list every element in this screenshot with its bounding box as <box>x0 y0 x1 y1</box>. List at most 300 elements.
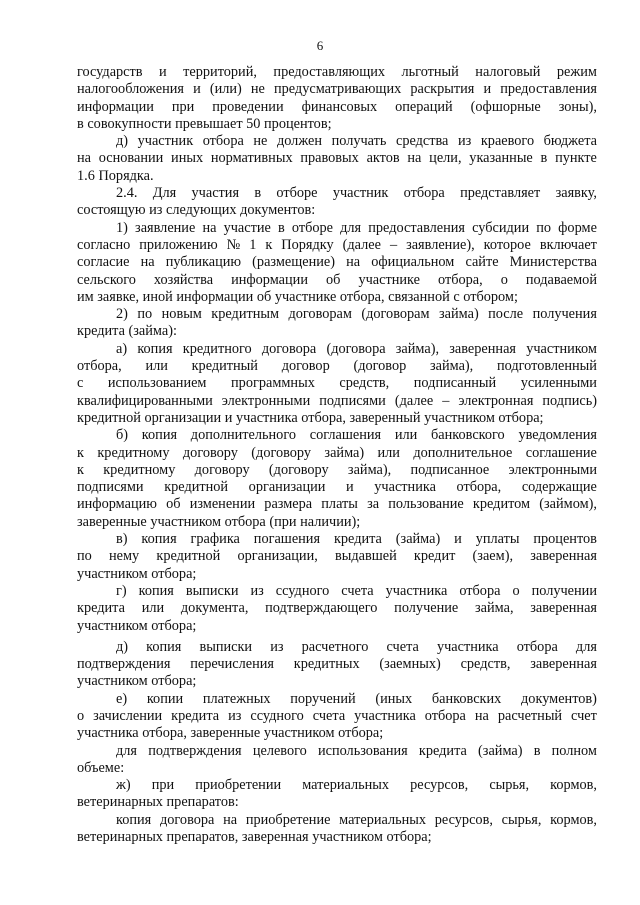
word: целевого <box>252 742 307 759</box>
word: копии <box>146 690 184 707</box>
text-line <box>77 81 597 98</box>
word: перечисления <box>190 656 274 673</box>
word: (заемных) <box>379 656 441 673</box>
word: государств <box>77 64 143 80</box>
text-line <box>77 341 597 358</box>
text-line <box>77 306 597 323</box>
word: заверенная <box>530 548 597 565</box>
word: информации <box>77 98 154 115</box>
word: б) <box>116 427 129 444</box>
word: предусматривающих <box>273 81 402 98</box>
word: платежных <box>202 690 271 707</box>
word: банковского <box>431 427 505 444</box>
word: об <box>326 271 341 288</box>
word: выписки <box>185 582 239 599</box>
word: материальных <box>302 777 390 794</box>
word: копия <box>141 531 177 548</box>
word: участник <box>332 185 389 202</box>
word: налоговый <box>475 64 541 80</box>
word: и <box>346 479 354 496</box>
word: предоставляющих <box>273 64 386 80</box>
word: включает <box>539 236 597 253</box>
word: при <box>171 98 195 115</box>
word: не <box>250 81 265 98</box>
word: займа) <box>439 306 479 323</box>
word: подписями <box>77 479 144 496</box>
word: не <box>253 133 268 150</box>
word: кормов, <box>550 811 597 828</box>
text-line <box>77 237 597 254</box>
text-line <box>77 427 597 444</box>
word: о <box>77 707 85 724</box>
word: о <box>512 582 520 599</box>
word: налогообложения <box>77 81 184 98</box>
word: (или) <box>209 81 242 98</box>
word: д) <box>116 133 129 150</box>
word: документа, <box>180 600 249 617</box>
text-line <box>77 639 597 656</box>
word: договора <box>261 340 317 357</box>
word: приложению <box>139 236 218 253</box>
text-line: кредитной организации и участника отбора, заверенный участником отбора; <box>77 409 544 426</box>
word: расчетного <box>301 638 369 655</box>
word: правовых <box>300 150 359 167</box>
word: графика <box>190 531 240 548</box>
text-line <box>77 133 597 150</box>
text-line <box>77 583 597 600</box>
word: предоставления <box>500 81 597 98</box>
word: соглашение <box>525 444 597 461</box>
text-line <box>77 548 597 565</box>
word: операций <box>395 98 453 115</box>
paragraph <box>77 133 597 185</box>
word: (размещение) <box>252 254 336 271</box>
word: заявление <box>135 219 196 236</box>
text-line: участником отбора; <box>77 617 197 634</box>
word: подготовленный <box>497 358 597 375</box>
word: сайте <box>465 254 499 271</box>
text-line <box>77 150 597 167</box>
word: на <box>223 811 238 828</box>
document-body <box>77 64 597 846</box>
word: кредитной <box>156 548 221 565</box>
word: средств, <box>460 656 511 673</box>
word: участник <box>137 133 194 150</box>
word: (далее <box>342 236 381 253</box>
word: кредитный <box>191 358 258 375</box>
word: предоставления <box>368 219 466 236</box>
word: (договора <box>326 340 386 357</box>
word: указанные <box>469 150 533 167</box>
word: иных <box>171 150 204 167</box>
text-line <box>77 358 597 375</box>
text-line <box>77 99 597 116</box>
word: хозяйства <box>153 271 214 288</box>
text-line: участником отбора; <box>77 673 197 690</box>
word: уведомления <box>518 427 597 444</box>
word: счета <box>312 707 346 724</box>
word: отбора, <box>437 271 483 288</box>
word: отбора <box>516 638 558 655</box>
word: а) <box>116 340 128 357</box>
word: электронными <box>221 392 311 409</box>
text-line: заверенные участником отбора (при наличии); <box>77 513 361 530</box>
word: согласно <box>77 236 131 253</box>
word: кредитным <box>211 306 280 323</box>
word: участника <box>385 582 448 599</box>
word: е) <box>116 690 128 707</box>
word: краевого <box>480 133 535 150</box>
word: по <box>77 548 92 565</box>
word: (иных <box>375 690 413 707</box>
word: поручений <box>290 690 356 707</box>
word: актов <box>366 150 400 167</box>
word: – <box>389 236 398 253</box>
word: средства <box>395 133 449 150</box>
word: подпись) <box>542 392 597 409</box>
word: получения <box>532 306 597 323</box>
word: с <box>77 375 84 392</box>
word: счета <box>386 638 419 655</box>
word: из <box>457 133 472 150</box>
text-line: в совокупности превышает 50 процентов; <box>77 115 332 132</box>
word: из <box>228 707 242 724</box>
word: копия <box>137 340 173 357</box>
word: соглашения <box>309 427 382 444</box>
text-line: ветеринарных препаратов, заверенная участником отбора; <box>77 829 432 846</box>
word: зоны), <box>558 98 597 115</box>
word: счет <box>571 707 597 724</box>
word: займа, <box>475 600 514 617</box>
word: на <box>346 254 361 271</box>
paragraph <box>77 691 597 743</box>
word: для <box>340 219 362 236</box>
word: подписями <box>319 392 386 409</box>
word: содержащие <box>521 479 597 496</box>
word: участие <box>223 219 271 236</box>
word: форме <box>558 219 597 236</box>
word: г) <box>116 582 127 599</box>
word: кредитному <box>97 444 170 461</box>
word: ресурсов, <box>410 777 469 794</box>
word: договорам <box>288 306 352 323</box>
word: кредита <box>333 531 382 548</box>
word: программных <box>231 375 315 392</box>
paragraph <box>77 427 597 531</box>
word: или <box>145 358 168 375</box>
word: кредита <box>77 600 125 617</box>
word: для <box>575 638 597 655</box>
word: (заем), <box>472 548 514 565</box>
text-line <box>77 185 597 202</box>
word: погашения <box>253 531 321 548</box>
text-line <box>77 272 597 289</box>
word: цели, <box>429 150 462 167</box>
word: кормов, <box>550 777 597 794</box>
word: ссудного <box>275 582 330 599</box>
word: из <box>270 638 284 655</box>
word: и <box>483 81 492 98</box>
word: займа), <box>347 461 392 478</box>
text-line <box>77 479 597 496</box>
word: отборе <box>291 219 333 236</box>
word: получение <box>394 600 459 617</box>
word: к <box>77 444 84 461</box>
word: усиленными <box>520 375 597 392</box>
word: должен <box>276 133 323 150</box>
word: договора <box>159 811 215 828</box>
word: на <box>407 150 422 167</box>
word: подаваемой <box>525 271 597 288</box>
word: или <box>377 444 400 461</box>
word: полном <box>551 742 597 759</box>
word: (договорам <box>361 306 430 323</box>
word: кредит <box>413 548 456 565</box>
word: сырья, <box>489 777 530 794</box>
text-line <box>77 64 597 81</box>
word: копия <box>138 582 174 599</box>
word: к <box>77 461 84 478</box>
word: информацию <box>77 496 157 513</box>
text-line: участником отбора; <box>77 565 197 582</box>
word: заверенная <box>530 656 597 673</box>
word: (договор <box>353 358 407 375</box>
word: отбора <box>403 185 445 202</box>
word: ж) <box>116 777 131 794</box>
word: на <box>474 707 489 724</box>
text-line: состоящую из следующих документов: <box>77 202 316 219</box>
word: 2.4. <box>116 185 138 202</box>
word: приобретение <box>245 811 331 828</box>
word: заявку, <box>555 185 597 202</box>
page-number: 6 <box>316 38 324 53</box>
text-line <box>77 462 597 479</box>
word: отбора, <box>456 479 502 496</box>
word: из <box>250 582 264 599</box>
word: участника <box>374 479 436 496</box>
word: дополнительное <box>413 444 513 461</box>
word: займа), <box>395 340 440 357</box>
word: на <box>140 254 155 271</box>
paragraph <box>77 306 597 341</box>
word: организации, <box>237 548 318 565</box>
word: электронными <box>508 461 597 478</box>
word: участника <box>436 638 499 655</box>
word: (далее <box>394 392 434 409</box>
word: кредита <box>171 707 220 724</box>
word: средств, <box>339 375 390 392</box>
word: нему <box>109 548 140 565</box>
word: размера <box>264 496 313 513</box>
word: пользование <box>388 496 464 513</box>
word: получать <box>331 133 387 150</box>
text-line: ветеринарных препаратов: <box>77 794 239 811</box>
text-line: объеме: <box>77 759 125 776</box>
word: займа) <box>324 444 365 461</box>
paragraph <box>77 777 597 812</box>
word: расчетный <box>497 707 563 724</box>
word: получении <box>531 582 597 599</box>
paragraph <box>77 341 597 427</box>
word: отбора <box>202 133 244 150</box>
text-line <box>77 743 597 760</box>
word: подписанный <box>413 375 497 392</box>
text-line <box>77 812 597 829</box>
word: зачислении <box>93 707 163 724</box>
word: уплаты <box>475 531 520 548</box>
word: за <box>367 496 380 513</box>
word: № <box>226 236 241 253</box>
word: кредитом <box>472 496 531 513</box>
word: счета <box>341 582 374 599</box>
word: квалифицированными <box>77 392 213 409</box>
word: Министерства <box>509 254 597 271</box>
word: займа), <box>429 358 474 375</box>
word: (займа) <box>478 742 523 759</box>
word: об <box>166 496 181 513</box>
word: публикацию <box>165 254 242 271</box>
word: по <box>536 219 552 236</box>
word: 1 <box>249 236 257 253</box>
word: режим <box>556 64 597 80</box>
word: выдавшей <box>335 548 397 565</box>
text-line: 1.6 Порядка. <box>77 167 154 184</box>
word: основании <box>98 150 164 167</box>
text-line <box>77 777 597 794</box>
word: или <box>141 600 165 617</box>
word: Порядку <box>281 236 334 253</box>
word: выписки <box>199 638 253 655</box>
word: (договору <box>251 444 312 461</box>
word: заявление), <box>406 236 475 253</box>
text-line: участника отбора, заверенные участником отбора; <box>77 725 384 742</box>
word: банковских <box>431 690 502 707</box>
word: документов) <box>521 690 597 707</box>
word: о <box>500 271 508 288</box>
word: заверенная <box>449 340 516 357</box>
word: к <box>265 236 273 253</box>
text-line <box>77 496 597 513</box>
word: д) <box>116 638 129 655</box>
text-line <box>77 375 597 392</box>
word: платы <box>321 496 358 513</box>
word: копия <box>141 427 178 444</box>
word: отбора <box>459 582 501 599</box>
word: при <box>151 777 175 794</box>
word: в <box>533 742 541 759</box>
word: субсидии <box>472 219 530 236</box>
text-line <box>77 600 597 617</box>
word: копия <box>116 811 152 828</box>
paragraph <box>77 531 597 583</box>
word: подписанное <box>410 461 490 478</box>
word: и <box>159 64 167 80</box>
word: информации <box>231 271 308 288</box>
word: договор <box>281 358 330 375</box>
text-line: кредита (займа): <box>77 323 177 340</box>
word: кредитному <box>103 461 176 478</box>
text-line <box>77 656 597 673</box>
word: изменении <box>189 496 256 513</box>
word: дополнительного <box>190 427 296 444</box>
word: 1) <box>116 219 128 236</box>
word: участнике <box>358 271 420 288</box>
word: – <box>442 392 450 409</box>
word: в) <box>116 531 128 548</box>
paragraph <box>77 185 597 220</box>
word: процентов <box>533 531 597 548</box>
word: территорий, <box>183 64 257 80</box>
word: подтверждения <box>148 742 242 759</box>
word: подтверждения <box>77 656 171 673</box>
paragraph <box>77 743 597 778</box>
word: по <box>137 306 153 323</box>
word: кредитной <box>164 479 229 496</box>
word: ресурсов, <box>434 811 493 828</box>
word: 2) <box>116 306 128 323</box>
word: участника <box>354 707 416 724</box>
word: электронная <box>458 392 534 409</box>
word: (офшорные <box>470 98 541 115</box>
word: материальных <box>339 811 427 828</box>
word: в <box>254 185 262 202</box>
paragraph <box>77 64 597 133</box>
word: участия <box>191 185 240 202</box>
word: договору <box>182 444 238 461</box>
word: Для <box>152 185 177 202</box>
word: (займом), <box>539 496 597 513</box>
paragraph <box>77 639 597 691</box>
word: кредитных <box>293 656 360 673</box>
word: использования <box>317 742 408 759</box>
word: для <box>116 742 137 759</box>
word: организации <box>248 479 326 496</box>
word: которое <box>483 236 531 253</box>
word: сырья, <box>501 811 542 828</box>
word: кредита <box>418 742 467 759</box>
word: договору <box>194 461 250 478</box>
word: льготный <box>401 64 459 80</box>
word: согласие <box>77 254 130 271</box>
text-line: им заявке, иной информации об участнике отбора, связанной с отбором; <box>77 288 518 305</box>
word: копия <box>146 638 182 655</box>
text-line <box>77 393 597 410</box>
text-line <box>77 708 597 725</box>
word: новым <box>161 306 202 323</box>
word: подтверждающего <box>265 600 378 617</box>
word: раскрытия <box>410 81 475 98</box>
word: отборе <box>276 185 318 202</box>
word: в <box>540 150 548 167</box>
word: приобретении <box>195 777 282 794</box>
word: отбора, <box>77 358 122 375</box>
word: бюджета <box>543 133 597 150</box>
word: на <box>202 219 217 236</box>
word: нормативных <box>210 150 293 167</box>
word: после <box>488 306 524 323</box>
word: участником <box>526 340 597 357</box>
paragraph <box>77 583 597 635</box>
word: пункте <box>555 150 597 167</box>
word: представляет <box>460 185 541 202</box>
word: и <box>454 531 462 548</box>
word: на <box>77 150 91 167</box>
word: в <box>277 219 285 236</box>
paragraph <box>77 220 597 306</box>
word: (займа) <box>395 531 441 548</box>
text-line <box>77 691 597 708</box>
paragraph <box>77 812 597 847</box>
